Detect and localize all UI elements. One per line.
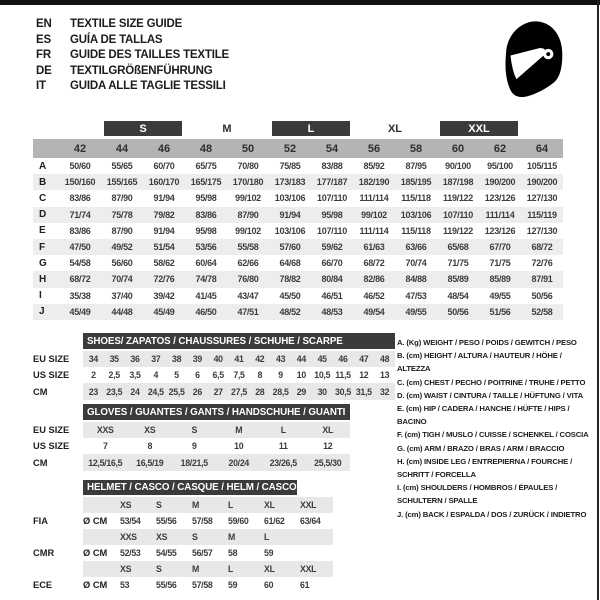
size-value-cell: 60/64	[195, 258, 217, 269]
size-value-cell: 85/89	[437, 271, 479, 287]
numeric-size-spacer	[33, 139, 59, 158]
row-letter: A	[39, 160, 47, 172]
helmet-size-cell: XL	[261, 561, 297, 577]
gloves-value-cell: 10	[234, 441, 244, 451]
measurement-legend	[397, 336, 595, 521]
size-value-cell: 95/98	[311, 207, 353, 223]
size-value-cell: 41/45	[195, 290, 217, 301]
gloves-value-cell: 16,5/19	[128, 454, 173, 471]
size-value-cell: 72/76	[531, 258, 553, 269]
size-value-cell: 84/88	[395, 271, 437, 287]
size-value-cell: 95/98	[195, 225, 217, 236]
shoes-value-cell: 47	[353, 351, 374, 367]
shoes-row-label: US SIZE	[33, 370, 70, 380]
helmet-size-cell: XS	[117, 497, 153, 513]
language-code: IT	[36, 80, 46, 92]
size-value-cell: 44/48	[101, 304, 143, 320]
helmet-value-cell: 57/58	[192, 580, 213, 590]
helmet-unit-label: Ø CM	[83, 548, 108, 558]
row-letter: B	[33, 174, 59, 190]
language-code: DE	[36, 64, 52, 77]
shoes-value-cell: 26	[187, 383, 208, 400]
size-value-cell: 39/42	[153, 290, 175, 301]
shoes-value-cell: 42	[249, 351, 270, 367]
helmet-value-cell: 55/56	[156, 516, 177, 526]
top-edge-strip	[0, 0, 600, 5]
numeric-size-cell: 58	[395, 139, 437, 158]
helmet-size-cell: L	[225, 497, 261, 513]
numeric-size-cell: 48	[185, 139, 227, 158]
shoes-value-cell: 44	[291, 351, 312, 367]
numeric-size-cell: 60	[437, 139, 479, 158]
size-value-cell: 185/195	[395, 174, 437, 190]
size-value-cell: 78/82	[269, 271, 311, 287]
numeric-size-cell: 54	[311, 139, 353, 158]
shoes-value-cell: 5	[174, 370, 179, 380]
row-letter: F	[33, 239, 59, 255]
shoes-value-cell: 38	[166, 351, 187, 367]
shoes-value-cell: 25,5	[166, 383, 187, 400]
helmet-value-cell: 58	[228, 548, 238, 558]
size-value-cell: 49/54	[353, 304, 395, 320]
helmet-size-cell: XS	[117, 561, 153, 577]
size-value-cell: 57/60	[269, 239, 311, 255]
helmet-value-cell: 59	[264, 548, 274, 558]
language-code: FR	[36, 49, 51, 61]
gloves-value-cell: 12,5/16,5	[83, 454, 128, 471]
helmet-size-cell: XXL	[297, 561, 333, 577]
size-value-cell: 165/175	[185, 174, 227, 190]
size-band-xl: XL	[387, 122, 403, 135]
helmet-size-cell: XXS	[117, 529, 153, 545]
size-value-cell: 91/94	[153, 193, 175, 204]
helmet-size-cell: L	[225, 561, 261, 577]
size-value-cell: 71/75	[489, 258, 511, 269]
size-value-cell: 103/106	[274, 225, 306, 236]
size-value-cell: 54/58	[69, 258, 91, 269]
shoes-value-cell: 3,5	[129, 370, 141, 380]
size-value-cell: 99/102	[235, 193, 261, 204]
size-value-cell: 79/82	[143, 207, 185, 223]
row-letter: G	[39, 257, 47, 269]
size-value-cell: 111/114	[479, 207, 521, 223]
helmet-value-cell: 54/55	[156, 548, 177, 558]
size-value-cell: 65/68	[437, 239, 479, 255]
size-value-cell: 48/52	[269, 304, 311, 320]
right-edge-strip	[597, 0, 599, 600]
shoes-value-cell: 34	[83, 351, 104, 367]
size-value-cell: 123/126	[484, 193, 516, 204]
size-value-cell: 173/183	[269, 174, 311, 190]
shoes-row-label: EU SIZE	[33, 354, 70, 364]
shoes-value-cell: 45	[312, 351, 333, 367]
helmet-value-cell: 61	[300, 580, 310, 590]
helmet-unit-label: Ø CM	[83, 516, 108, 526]
row-letter: C	[39, 192, 47, 204]
helmet-icon	[492, 14, 566, 106]
size-value-cell: 95/98	[195, 193, 217, 204]
size-value-cell: 37/40	[111, 290, 133, 301]
shoes-value-cell: 43	[270, 351, 291, 367]
size-value-cell: 103/106	[274, 193, 306, 204]
helmet-size-cell	[297, 529, 333, 545]
shoes-value-cell: 10	[296, 370, 306, 380]
size-value-cell: 99/102	[235, 225, 261, 236]
gloves-value-cell: 8	[147, 441, 153, 451]
helmet-size-spacer	[83, 561, 117, 577]
shoes-value-cell: 31,5	[353, 383, 374, 400]
gloves-table	[33, 404, 350, 471]
helmet-unit-label: Ø CM	[83, 580, 108, 590]
shoes-value-cell: 40	[208, 351, 229, 367]
language-title: GUIDA ALLE TAGLIE TESSILI	[70, 80, 226, 92]
size-value-cell: 46/50	[185, 304, 227, 320]
helmet-value-cell: 55/56	[156, 580, 177, 590]
helmet-standard-label: CMR	[33, 548, 55, 558]
numeric-size-cell: 56	[353, 139, 395, 158]
helmet-size-cell: L	[261, 529, 297, 545]
legend-item: G. (cm) ARM / BRAZO / BRAS / ARM / BRACCIO	[397, 443, 565, 453]
language-header	[36, 17, 229, 95]
size-value-cell: 74/78	[185, 271, 227, 287]
size-band-m: M	[222, 122, 232, 135]
gloves-value-cell: M	[217, 422, 262, 438]
helmet-size-cell: S	[189, 529, 225, 545]
size-value-cell: 83/86	[69, 193, 91, 204]
size-value-cell: 46/52	[363, 290, 385, 301]
size-value-cell: 105/115	[527, 161, 557, 172]
size-value-cell: 127/130	[526, 225, 558, 236]
size-value-cell: 55/58	[227, 239, 269, 255]
size-value-cell: 50/56	[531, 290, 553, 301]
size-value-cell: 62/66	[237, 258, 259, 269]
size-value-cell: 170/180	[227, 174, 269, 190]
size-value-cell: 67/70	[479, 239, 521, 255]
size-value-cell: 43/47	[237, 290, 259, 301]
size-value-cell: 68/72	[59, 271, 101, 287]
size-value-cell: 71/75	[447, 258, 469, 269]
gloves-value-cell: XS	[128, 422, 173, 438]
helmet-size-spacer	[83, 529, 117, 545]
shoes-value-cell: 11,5	[335, 370, 351, 380]
size-value-cell: 49/55	[489, 290, 511, 301]
size-value-cell: 187/198	[437, 174, 479, 190]
size-value-cell: 115/119	[521, 207, 563, 223]
size-value-cell: 90/100	[445, 161, 471, 172]
helmet-value-cell: 53/54	[120, 516, 141, 526]
gloves-value-cell: 7	[102, 441, 108, 451]
helmet-value-cell: 61/62	[264, 516, 285, 526]
size-value-cell: 91/94	[269, 207, 311, 223]
numeric-size-cell: 42	[59, 139, 101, 158]
shoes-value-cell: 37	[145, 351, 166, 367]
size-value-cell: 99/102	[353, 207, 395, 223]
shoes-row-label: CM	[33, 386, 48, 397]
helmet-value-cell: 56/57	[192, 548, 213, 558]
numeric-size-cell: 50	[227, 139, 269, 158]
size-value-cell: 72/76	[143, 271, 185, 287]
size-value-cell: 51/54	[143, 239, 185, 255]
shoes-value-cell: 46	[333, 351, 354, 367]
size-value-cell: 182/190	[353, 174, 395, 190]
shoes-value-cell: 36	[125, 351, 146, 367]
shoes-value-cell: 39	[187, 351, 208, 367]
gloves-value-cell: 23/26,5	[261, 454, 306, 471]
shoes-value-cell: 24	[125, 383, 146, 400]
legend-item: D. (cm) WAIST / CINTURA / TAILLE / HÜFTUNG / VITA	[397, 390, 583, 400]
size-value-cell: 48/54	[447, 290, 469, 301]
size-value-cell: 64/68	[279, 258, 301, 269]
numeric-size-cell: 52	[269, 139, 311, 158]
shoes-value-cell: 6,5	[212, 370, 224, 380]
shoes-value-cell: 7,5	[233, 370, 245, 380]
size-value-cell: 66/70	[321, 258, 343, 269]
language-title: TEXTILE SIZE GUIDE	[70, 18, 183, 30]
shoes-value-cell: 35	[104, 351, 125, 367]
size-value-cell: 76/80	[227, 271, 269, 287]
language-row	[36, 48, 229, 64]
size-value-cell: 87/90	[227, 207, 269, 223]
gloves-value-cell: 18/21,5	[172, 454, 217, 471]
shoes-value-cell: 8	[257, 370, 263, 380]
row-letter: D	[33, 207, 59, 223]
size-value-cell: 119/122	[443, 193, 473, 204]
size-value-cell: 50/56	[437, 304, 479, 320]
helmet-value-cell: 59/60	[228, 516, 249, 526]
size-value-cell: 45/49	[143, 304, 185, 320]
size-value-cell: 91/94	[153, 225, 175, 236]
language-row	[36, 33, 229, 49]
size-value-cell: 45/50	[279, 290, 301, 301]
language-row	[36, 79, 229, 95]
numeric-size-cell: 64	[521, 139, 563, 158]
size-value-cell: 49/52	[101, 239, 143, 255]
shoes-value-cell: 10,5	[314, 370, 331, 380]
size-value-cell: 83/88	[321, 161, 343, 172]
size-value-cell: 190/200	[521, 174, 563, 190]
helmet-size-cell: XS	[153, 529, 189, 545]
language-row	[36, 64, 229, 80]
helmet-value-cell: 57/58	[192, 516, 213, 526]
helmet-table	[33, 480, 333, 593]
size-value-cell: 87/90	[111, 225, 133, 236]
row-letter: J	[33, 304, 59, 320]
size-value-cell: 48/53	[311, 304, 353, 320]
size-value-cell: 60/70	[153, 161, 175, 172]
size-value-cell: 70/74	[405, 258, 427, 269]
size-value-cell: 70/80	[237, 161, 259, 172]
size-value-cell: 55/65	[111, 161, 133, 172]
size-value-cell: 63/66	[395, 239, 437, 255]
shoes-value-cell: 28	[249, 383, 270, 400]
size-value-cell: 46/51	[321, 290, 343, 301]
helmet-standard-label: FIA	[33, 516, 48, 526]
size-value-cell: 53/56	[185, 239, 227, 255]
shoes-value-cell: 23	[83, 383, 104, 400]
shoes-value-cell: 28,5	[270, 383, 291, 400]
size-band-xxl: XXL	[440, 121, 518, 136]
size-value-cell: 150/160	[59, 174, 101, 190]
size-value-cell: 83/86	[69, 225, 91, 236]
language-title: GUIDE DES TAILLES TEXTILE	[70, 49, 229, 61]
size-value-cell: 59/62	[311, 239, 353, 255]
helmet-size-cell: XL	[261, 497, 297, 513]
row-letter: I	[39, 290, 42, 302]
gloves-value-cell: 25,5/30	[306, 454, 351, 471]
helmet-standard-label: ECE	[33, 580, 53, 590]
size-value-cell: 123/126	[484, 225, 516, 236]
size-value-cell: 75/85	[279, 161, 301, 172]
language-row	[36, 17, 229, 33]
gloves-value-cell: 11	[278, 441, 288, 451]
size-value-cell: 75/78	[101, 207, 143, 223]
size-value-cell: 61/63	[353, 239, 395, 255]
legend-item: E. (cm) HIP / CADERA / HANCHE / HÜFTE / HIPS / BACINO	[397, 404, 570, 427]
size-value-cell: 83/86	[185, 207, 227, 223]
legend-item: F. (cm) TIGH / MUSLO / CUISSE / SCHENKEL / COSCIA	[397, 430, 589, 440]
shoes-value-cell: 48	[374, 351, 395, 367]
gloves-value-cell: S	[172, 422, 217, 438]
size-value-cell: 82/86	[353, 271, 395, 287]
legend-item: I. (cm) SHOULDERS / HOMBROS / ÉPAULES / SCHULTERN / SPALLE	[397, 483, 558, 506]
size-value-cell: 58/62	[153, 258, 175, 269]
shoes-value-cell: 2	[91, 370, 96, 380]
size-value-cell: 107/110	[317, 193, 347, 204]
shoes-value-cell: 27,5	[229, 383, 250, 400]
legend-item: C. (cm) CHEST / PECHO / POITRINE / TRUHE / PETTO	[397, 377, 586, 387]
shoes-value-cell: 12	[359, 370, 369, 380]
size-value-cell: 49/55	[395, 304, 437, 320]
size-value-cell: 80/84	[311, 271, 353, 287]
size-value-cell: 47/51	[227, 304, 269, 320]
size-value-cell: 87/90	[111, 193, 133, 204]
size-value-cell: 52/58	[521, 304, 563, 320]
size-value-cell: 47/53	[405, 290, 427, 301]
size-value-cell: 71/74	[59, 207, 101, 223]
size-value-cell: 127/130	[526, 193, 558, 204]
size-value-cell: 87/91	[521, 271, 563, 287]
size-value-cell: 65/75	[195, 161, 217, 172]
helmet-value-cell	[297, 545, 333, 561]
language-code: EN	[36, 18, 52, 30]
size-value-cell: 111/114	[359, 225, 389, 236]
size-band-l: L	[272, 121, 350, 136]
size-value-cell: 70/74	[101, 271, 143, 287]
legend-item: A. (Kg) WEIGHT / PESO / POIDS / GEWITCH / PESO	[397, 338, 577, 347]
legend-item: J. (cm) BACK / ESPALDA / DOS / ZURÜCK / INDIETRO	[397, 509, 587, 519]
helmet-value-cell: 52/53	[120, 548, 141, 558]
size-band-s: S	[104, 121, 182, 136]
size-value-cell: 51/56	[479, 304, 521, 320]
size-value-cell: 115/118	[401, 225, 431, 236]
shoes-value-cell: 27	[208, 383, 229, 400]
size-value-cell: 160/170	[143, 174, 185, 190]
shoes-value-cell: 23,5	[104, 383, 125, 400]
language-code: ES	[36, 33, 51, 46]
helmet-size-cell: S	[153, 561, 189, 577]
size-value-cell: 47/50	[59, 239, 101, 255]
size-value-cell: 119/122	[443, 225, 473, 236]
helmet-size-cell: M	[189, 497, 225, 513]
numeric-size-cell: 46	[143, 139, 185, 158]
shoes-title: SHOES/ ZAPATOS / CHAUSSURES / SCHUHE / SCARPE	[83, 333, 395, 349]
gloves-value-cell: 20/24	[217, 454, 262, 471]
gloves-row-label: EU SIZE	[33, 425, 70, 435]
size-value-cell: 35/38	[69, 290, 91, 301]
size-value-cell: 107/110	[437, 207, 479, 223]
gloves-value-cell: L	[261, 422, 306, 438]
size-value-cell: 111/114	[359, 193, 389, 204]
helmet-size-cell: M	[225, 529, 261, 545]
size-value-cell: 68/72	[363, 258, 385, 269]
gloves-row-label: US SIZE	[33, 441, 70, 451]
gloves-value-cell: 12	[323, 441, 333, 451]
size-value-cell: 87/95	[405, 161, 427, 172]
size-value-cell: 155/165	[101, 174, 143, 190]
size-value-cell: 85/89	[479, 271, 521, 287]
helmet-size-cell: M	[189, 561, 225, 577]
size-value-cell: 190/200	[479, 174, 521, 190]
helmet-size-spacer	[83, 497, 117, 513]
helmet-value-cell: 53	[120, 580, 130, 590]
shoes-value-cell: 32	[374, 383, 395, 400]
language-title: TEXTILGRÖßENFÜHRUNG	[70, 64, 213, 77]
shoes-table	[33, 333, 395, 400]
size-value-cell: 177/187	[311, 174, 353, 190]
legend-item: B. (cm) HEIGHT / ALTURA / HAUTEUR / HÖHE / ALTEZZA	[397, 351, 562, 374]
size-value-cell: 68/72	[521, 239, 563, 255]
language-title: GUÍA DE TALLAS	[70, 33, 163, 46]
helmet-value-cell: 60	[264, 580, 274, 590]
gloves-title: GLOVES / GUANTES / GANTS / HANDSCHUHE / GUANTI	[83, 404, 350, 420]
shoes-value-cell: 6	[195, 370, 200, 380]
helmet-title: HELMET / CASCO / CASQUE / HELM / CASCO	[83, 480, 297, 495]
legend-item: H. (cm) INSIDE LEG / ENTREPIERNA / FOURCHE / SCHRITT / FORCELLA	[397, 456, 573, 480]
gloves-row-label: CM	[33, 457, 48, 468]
gloves-value-cell: XXS	[83, 422, 128, 438]
numeric-size-cell: 62	[479, 139, 521, 158]
shoes-value-cell: 29	[291, 383, 312, 400]
row-letter: H	[33, 271, 59, 287]
shoes-value-cell: 41	[229, 351, 250, 367]
shoes-value-cell: 2,5	[108, 370, 120, 380]
shoes-value-cell: 9	[278, 370, 283, 380]
main-size-table	[33, 121, 563, 320]
size-value-cell: 107/110	[317, 225, 347, 236]
gloves-value-cell: XL	[306, 422, 351, 438]
shoes-value-cell: 30,5	[333, 383, 354, 400]
size-value-cell: 45/49	[59, 304, 101, 320]
numeric-size-cell: 44	[101, 139, 143, 158]
helmet-value-cell: 59	[228, 580, 238, 590]
shoes-value-cell: 13	[379, 370, 390, 380]
shoes-value-cell: 30	[312, 383, 333, 400]
size-value-cell: 50/60	[69, 161, 91, 172]
size-value-cell: 95/100	[487, 161, 513, 172]
shoes-value-cell: 4	[153, 370, 159, 380]
shoes-value-cell: 24,5	[145, 383, 166, 400]
helmet-value-cell: 63/64	[300, 516, 321, 526]
size-value-cell: 103/106	[395, 207, 437, 223]
helmet-size-cell: S	[153, 497, 189, 513]
size-value-cell: 85/92	[363, 161, 385, 172]
size-value-cell: 115/118	[401, 193, 431, 204]
row-letter: E	[39, 225, 46, 237]
size-value-cell: 56/60	[111, 258, 133, 269]
helmet-size-cell: XXL	[297, 497, 333, 513]
gloves-value-cell: 9	[191, 441, 197, 451]
